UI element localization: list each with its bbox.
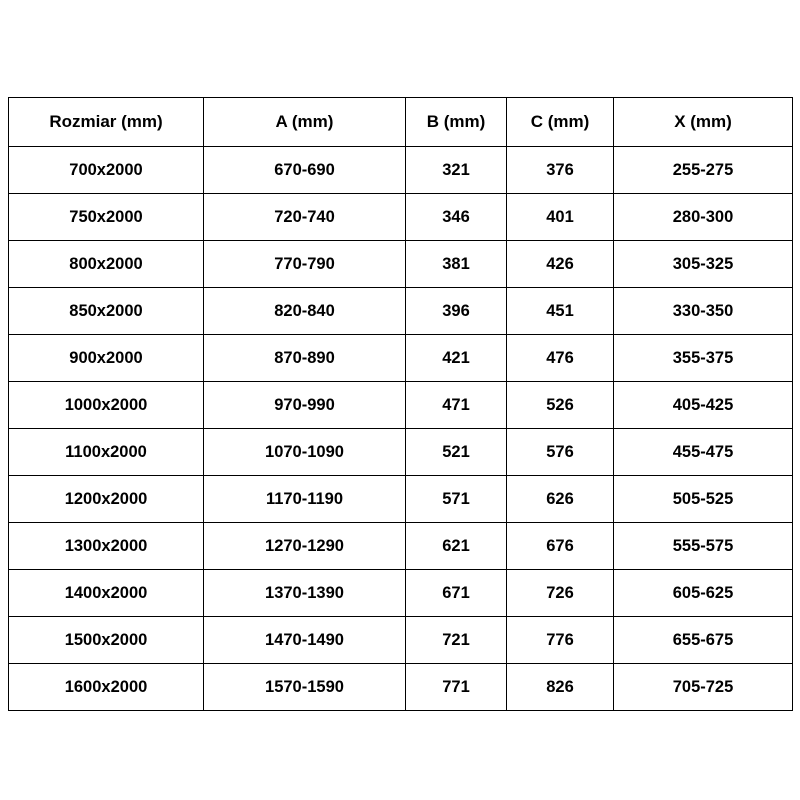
cell-a: 720-740 [204,194,406,241]
cell-rozmiar: 900x2000 [9,335,204,382]
cell-b: 721 [406,617,507,664]
cell-rozmiar: 1000x2000 [9,382,204,429]
table-row [9,570,793,617]
table-row [9,476,793,523]
cell-c: 726 [507,570,614,617]
column-header-c: C (mm) [507,98,614,147]
cell-x: 455-475 [614,429,793,476]
cell-a: 670-690 [204,147,406,194]
cell-b: 471 [406,382,507,429]
cell-b: 421 [406,335,507,382]
cell-a: 970-990 [204,382,406,429]
cell-x: 405-425 [614,382,793,429]
cell-x: 605-625 [614,570,793,617]
table-row [9,523,793,570]
cell-a: 1470-1490 [204,617,406,664]
cell-c: 576 [507,429,614,476]
cell-rozmiar: 1600x2000 [9,664,204,711]
cell-x: 505-525 [614,476,793,523]
cell-b: 571 [406,476,507,523]
cell-a: 820-840 [204,288,406,335]
cell-a: 1370-1390 [204,570,406,617]
cell-a: 1570-1590 [204,664,406,711]
table-row [9,664,793,711]
cell-rozmiar: 800x2000 [9,241,204,288]
cell-rozmiar: 700x2000 [9,147,204,194]
cell-a: 870-890 [204,335,406,382]
cell-a: 1070-1090 [204,429,406,476]
cell-rozmiar: 1300x2000 [9,523,204,570]
table-row [9,382,793,429]
cell-b: 381 [406,241,507,288]
dimensions-table [8,97,793,711]
cell-c: 376 [507,147,614,194]
cell-b: 321 [406,147,507,194]
cell-a: 770-790 [204,241,406,288]
cell-x: 555-575 [614,523,793,570]
cell-b: 621 [406,523,507,570]
cell-c: 476 [507,335,614,382]
cell-b: 396 [406,288,507,335]
cell-c: 401 [507,194,614,241]
cell-rozmiar: 850x2000 [9,288,204,335]
cell-a: 1270-1290 [204,523,406,570]
column-header-rozmiar: Rozmiar (mm) [9,98,204,147]
cell-x: 705-725 [614,664,793,711]
cell-rozmiar: 1200x2000 [9,476,204,523]
table-row [9,288,793,335]
cell-b: 521 [406,429,507,476]
cell-rozmiar: 1100x2000 [9,429,204,476]
cell-b: 346 [406,194,507,241]
cell-rozmiar: 1400x2000 [9,570,204,617]
table-row [9,147,793,194]
table-row [9,617,793,664]
cell-x: 355-375 [614,335,793,382]
cell-c: 626 [507,476,614,523]
column-header-a: A (mm) [204,98,406,147]
cell-b: 771 [406,664,507,711]
table-row [9,241,793,288]
table-row [9,194,793,241]
table-header [9,98,793,147]
cell-c: 526 [507,382,614,429]
cell-x: 255-275 [614,147,793,194]
column-header-b: B (mm) [406,98,507,147]
cell-rozmiar: 750x2000 [9,194,204,241]
cell-x: 330-350 [614,288,793,335]
cell-x: 655-675 [614,617,793,664]
column-header-x: X (mm) [614,98,793,147]
table-body [9,147,793,711]
cell-c: 826 [507,664,614,711]
cell-a: 1170-1190 [204,476,406,523]
cell-rozmiar: 1500x2000 [9,617,204,664]
size-table-container [8,97,792,711]
cell-b: 671 [406,570,507,617]
cell-c: 776 [507,617,614,664]
cell-c: 676 [507,523,614,570]
table-row [9,335,793,382]
table-header-row [9,98,793,147]
cell-x: 305-325 [614,241,793,288]
cell-c: 426 [507,241,614,288]
cell-x: 280-300 [614,194,793,241]
table-row [9,429,793,476]
cell-c: 451 [507,288,614,335]
